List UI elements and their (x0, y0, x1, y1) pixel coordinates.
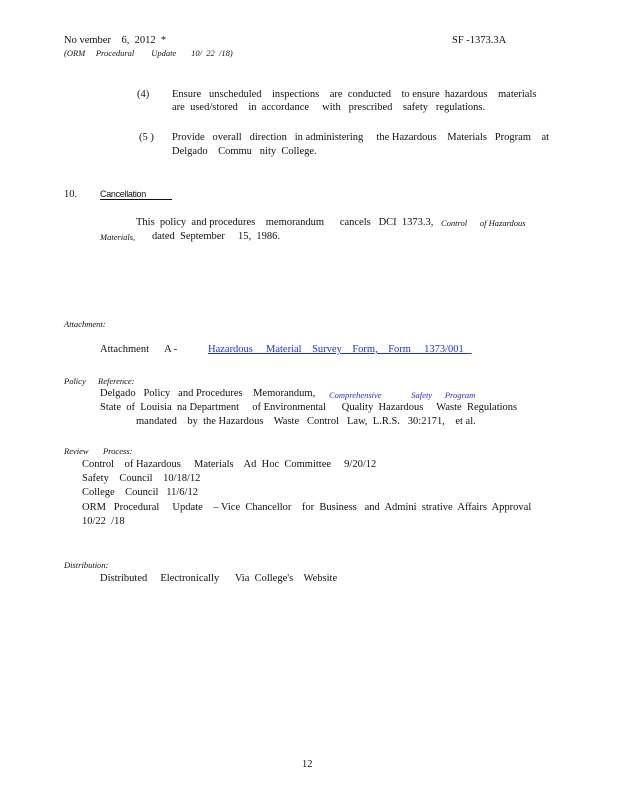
policy-reference-line-1: Delgado Policy and Procedures Memorandum, (100, 388, 316, 399)
attachment-form-link[interactable]: Hazardous Material Survey Form, Form 1373/001 (208, 344, 472, 355)
distribution-text: Distributed Electronically Via College's Website (100, 573, 338, 584)
review-process-label-a: Review (64, 446, 89, 456)
cancellation-heading: Cancellation (100, 189, 172, 200)
policy-reference-label-a: Policy (64, 376, 86, 386)
cancellation-date: dated September 15, 1986. (152, 231, 281, 242)
orm-update-note: (ORM Procedural Update 10/ 22 /18) (64, 48, 233, 58)
review-process-label-b: Process: (103, 446, 133, 456)
page-number: 12 (302, 759, 313, 770)
policy-reference-line-3: mandated by the Hazardous Waste Control Law, L.R.S. 30:2171, et al. (136, 416, 476, 427)
attachment-label: Attachment: (64, 319, 106, 329)
item-5-line-2: Delgado Commu nity College. (172, 146, 317, 157)
section-10-number: 10. (64, 189, 78, 200)
header-date: No vember 6, 2012 * (64, 35, 167, 46)
attachment-item-prefix: Attachment A - (100, 344, 178, 355)
review-line-5: 10/22 /18 (82, 516, 125, 527)
review-line-3: College Council 11/6/12 (82, 487, 198, 498)
cancellation-text-line-1: This policy and procedures memorandum cancels DCI 1373.3, (136, 217, 434, 228)
item-5-number: (5 ) (139, 132, 154, 143)
item-4-number: (4) (137, 89, 150, 100)
policy-reference-safety-program: Comprehensive Safety Program (329, 390, 476, 400)
review-line-1: Control of Hazardous Materials Ad Hoc Committee 9/20/12 (82, 459, 377, 470)
item-4-line-2: are used/stored in accordance with prescribed safety regulations. (172, 102, 486, 113)
review-line-4: ORM Procedural Update – Vice Chancellor for Business and Admini strative Affairs Approval (82, 502, 532, 513)
cancellation-title-italic: Control of Hazardous (441, 218, 526, 228)
document-number: SF -1373.3A (452, 35, 507, 46)
policy-reference-line-2: State of Louisia na Department of Environmental Quality Hazardous Waste Regulations (100, 402, 518, 413)
distribution-label: Distribution: (64, 560, 109, 570)
cancellation-title-italic-2: Materials, (100, 232, 136, 242)
review-line-2: Safety Council 10/18/12 (82, 473, 201, 484)
policy-reference-label-b: Reference: (98, 376, 135, 386)
item-5-line-1: Provide overall direction in administering the Hazardous Materials Program at (172, 132, 550, 143)
item-4-line-1: Ensure unscheduled inspections are conducted to ensure hazardous materials (172, 89, 537, 100)
